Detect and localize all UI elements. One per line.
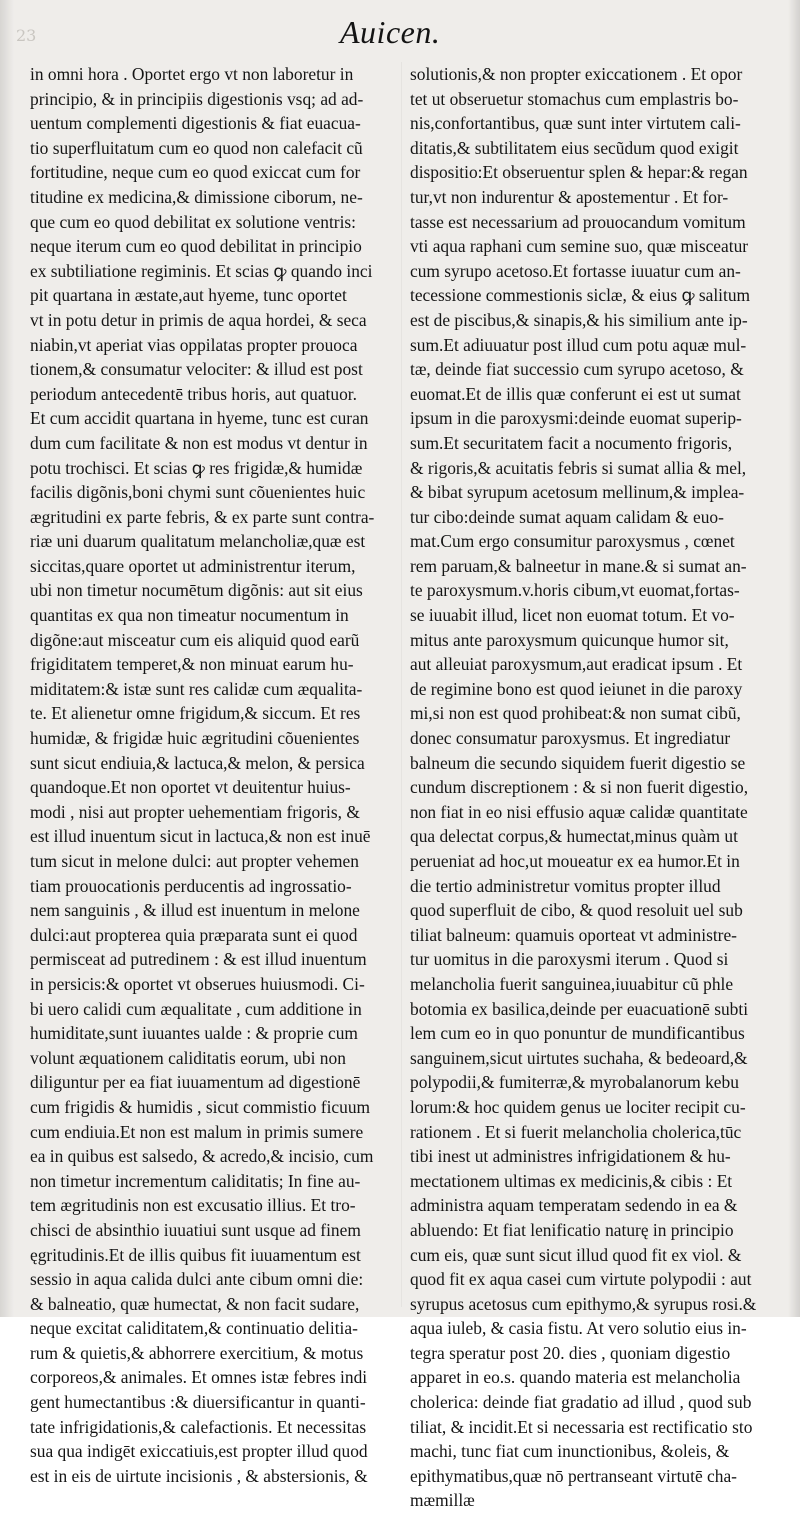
text-line: corporeos,& animales. Et omnes istæ febres indi xyxy=(30,1367,368,1388)
text-line: riæ uni duarum qualitatum melancholiæ,quæ est xyxy=(30,531,366,552)
text-line: tecessione commestionis siclæ, & eius ꝙ salitum xyxy=(410,285,751,306)
text-line: tet ut obseruetur stomachus cum emplastris bo- xyxy=(410,88,739,109)
text-line: tur cibo:deinde sumat aquam calidam & euo- xyxy=(410,506,724,527)
text-line: que cum eo quod debilitat ex solutione ventris: xyxy=(30,211,357,232)
text-line: non fiat in eo nisi effusio aquæ calidæ quantitate xyxy=(410,801,748,822)
text-line: lorum:& hoc quidem genus ue lociter recipit cu- xyxy=(410,1096,746,1117)
text-line: quod superfluit de cibo, & quod resoluit uel sub xyxy=(410,900,743,921)
text-column-right xyxy=(410,62,792,1513)
text-line: est illud inuentum sicut in lactuca,& non est inuē xyxy=(30,826,371,847)
text-line: humidæ, & frigidæ huic ægritudini cõuenientes xyxy=(30,728,360,749)
text-line: aqua iuleb, & casia fistu. At vero solutio eius in- xyxy=(410,1318,747,1339)
text-line: bi uero calidi cum æqualitate , cum additione in xyxy=(30,998,362,1019)
text-line: neque excitat caliditatem,& continuatio delitia- xyxy=(30,1318,358,1339)
text-line: syrupus acetosus cum epithymo,& syrupus rosi.& xyxy=(410,1293,757,1314)
text-line: ubi non timetur nocumētum digõnis: aut sit eius xyxy=(30,580,363,601)
text-line: tibi inest ut administres infrigidationem & hu- xyxy=(410,1146,731,1167)
text-line: ex subtiliatione regiminis. Et scias ꝙ quando inci xyxy=(30,260,373,281)
text-line: dispositio:Et obseruentur splen & hepar:& regan xyxy=(410,162,748,183)
text-line: modi , nisi aut propter uehementiam frigoris, & xyxy=(30,801,360,822)
text-line: frigiditatem temperet,& non minuat earum hu- xyxy=(30,654,354,675)
text-line: titudine ex medicina,& dimissione ciborum, ne- xyxy=(30,186,363,207)
text-line: ęgritudinis.Et de illis quibus fit iuuamentum est xyxy=(30,1244,361,1265)
text-line: balneum die secundo siquidem fuerit digestio se xyxy=(410,752,746,773)
page-shadow-left xyxy=(0,0,14,1317)
text-line: cum frigidis & humidis , sicut commistio ficuum xyxy=(30,1096,371,1117)
text-line: sum.Et adiuuatur post illud cum potu aquæ mul- xyxy=(410,334,747,355)
text-line: niabin,vt aperiat vias oppilatas propter prouoca xyxy=(30,334,358,355)
text-line: vt in potu detur in primis de aqua hordei, & seca xyxy=(30,309,367,330)
text-line: tur,vt non indurentur & apostementur . Et for- xyxy=(410,186,729,207)
text-line: & rigoris,& acuitatis febris si sumat allia & mel, xyxy=(410,457,747,478)
text-line: sessio in aqua calida dulci ante cibum omni die: xyxy=(30,1269,364,1290)
text-line: melancholia fuerit sanguinea,iuuabitur cũ phle xyxy=(410,973,734,994)
folio-number: 23 xyxy=(16,26,37,45)
text-line: periodum antecedentē tribus horis, aut quatuor. xyxy=(30,383,357,404)
text-line: tum sicut in melone dulci: aut propter vehemen xyxy=(30,851,359,871)
text-line: administra aquam temperatam sedendo in ea & xyxy=(410,1195,738,1216)
text-line: nis,confortantibus, quæ sunt inter virtutem cali- xyxy=(410,113,741,134)
text-line: donec consumatur paroxysmus. Et ingrediatur xyxy=(410,728,731,749)
text-line: sua qua indigēt exiccatiuis,est propter illud quod xyxy=(30,1441,368,1462)
text-line: tiliat balneum: quamuis oporteat vt administre- xyxy=(410,924,737,945)
text-line: est in eis de uirtute incisionis , & abstersionis, & xyxy=(30,1465,368,1486)
text-line: quantitas ex qua non timeatur nocumentum in xyxy=(30,605,349,626)
text-line: te. Et alienetur omne frigidum,& siccum. Et res xyxy=(30,703,361,724)
text-line: neque iterum cum eo quod debilitat in principio xyxy=(30,236,362,257)
text-line: dum cum facilitate & non est modus vt dentur in xyxy=(30,432,368,453)
text-line: ipsum in die paroxysmi:deinde euomat superip- xyxy=(410,408,742,429)
text-line: nem sanguinis , & illud est inuentum in melone xyxy=(30,900,360,921)
text-line: tiliat, & incidit.Et si necessaria est rectificatio sto xyxy=(410,1416,753,1437)
text-line: lem cum eo in quo ponuntur de mundificantibus xyxy=(410,1023,745,1044)
text-line: facilis digõnis,boni chymi sunt cõuenientes huic xyxy=(30,482,366,503)
text-line: cum endiuia.Et non est malum in primis sumere xyxy=(30,1121,364,1142)
text-line: polypodii,& fumiterræ,& myrobalanorum kebu xyxy=(410,1072,739,1093)
text-line: botomia ex basilica,deinde per euacuationē subti xyxy=(410,998,749,1019)
text-line: in omni hora . Oportet ergo vt non laboretur in xyxy=(30,64,354,84)
text-line: cum syrupo acetoso.Et fortasse iuuatur cum an- xyxy=(410,260,741,281)
text-line: epithymatibus,quæ nō pertranseant virtutē cha- xyxy=(410,1465,737,1486)
text-line: tæ, deinde fiat successio cum syrupo acetoso, & xyxy=(410,359,744,380)
text-line: te paroxysmum.v.horis cibum,vt euomat,fortas- xyxy=(410,580,740,601)
text-line: non timetur incrementum caliditatis; In fine au- xyxy=(30,1170,361,1191)
text-line: ea in quibus est salsedo, & acredo,& incisio, cum xyxy=(30,1146,374,1167)
running-title: Auicen. xyxy=(340,14,441,50)
text-line: rationem . Et si fuerit melancholia cholerica,tūc xyxy=(410,1121,742,1142)
text-line: ditatis,& subtilitatem eius secũdum quod exigit xyxy=(410,137,739,158)
text-line: mitus ante paroxysmum quicunque humor sit, xyxy=(410,629,729,650)
text-line: solutionis,& non propter exiccationem . Et opor xyxy=(410,64,743,84)
text-line: tiam prouocationis perducentis ad ingrossatio- xyxy=(30,875,352,896)
text-line: volunt æquationem caliditatis eorum, ubi non xyxy=(30,1047,346,1068)
text-line: & bibat syrupum acetosum mellinum,& implea- xyxy=(410,482,745,503)
text-line: quandoque.Et non oportet vt deuitentur huius- xyxy=(30,777,351,798)
text-line: sanguinem,sicut uirtutes suchaha, & bedeoard,& xyxy=(410,1047,748,1068)
text-line: sum.Et securitatem facit a nocumento frigoris, xyxy=(410,432,733,453)
text-line: Et cum accidit quartana in hyeme, tunc est curan xyxy=(30,408,369,429)
text-line: chisci de absinthio iuuatiui sunt usque ad finem xyxy=(30,1219,361,1240)
text-line: mectationem ultimas ex medicinis,& cibis : Et xyxy=(410,1170,733,1191)
text-line: est de piscibus,& sinapis,& his similium ante ip- xyxy=(410,309,748,330)
text-line: die tertio administretur vomitus propter illud xyxy=(410,875,721,896)
text-line: humiditate,sunt iuuantes ualde : & proprie cum xyxy=(30,1023,358,1044)
text-line: se iuuabit illud, licet non euomat totum. Et vo- xyxy=(410,605,735,626)
text-line: dulci:aut propterea quia præparata sunt ei quod xyxy=(30,924,358,945)
text-line: quod fit ex aqua casei cum virtute polypodii : aut xyxy=(410,1269,752,1290)
text-line: tegra speratur post 20. dies , quoniam digestio xyxy=(410,1342,731,1363)
text-line: rum & quietis,& abhorrere exercitium, & motus xyxy=(30,1342,364,1363)
text-line: cum eis, quæ sunt sicut illud quod fit ex viol. & xyxy=(410,1244,742,1265)
text-line: tate infrigidationis,& calefactionis. Et necessitas xyxy=(30,1416,367,1437)
text-line: ægritudini ex parte febris, & ex parte sunt contra- xyxy=(30,506,375,527)
text-line: pit quartana in æstate,aut hyeme, tunc oportet xyxy=(30,285,347,306)
text-line: mæmillæ xyxy=(410,1490,475,1511)
text-line: uentum complementi digestionis & fiat euacua- xyxy=(30,113,361,134)
text-line: tem ægritudinis non est excusatio illius. Et tro- xyxy=(30,1195,356,1216)
text-line: tasse est necessarium ad prouocandum vomitum xyxy=(410,211,746,232)
text-line: in persicis:& oportet vt obserues huiusmodi. Ci- xyxy=(30,973,365,994)
text-line: vti aqua raphani cum semine suo, quæ misceatur xyxy=(410,236,749,257)
text-line: gent humectantibus :& diuersificantur in quanti- xyxy=(30,1392,366,1413)
text-line: mat.Cum ergo consumitur paroxysmus , cœnet xyxy=(410,531,735,552)
text-line: digõne:aut misceatur cum eis aliquid quod earũ xyxy=(30,629,360,650)
text-line: & balneatio, quæ humectat, & non facit sudare, xyxy=(30,1293,360,1314)
text-line: cundum discreptionem : & si non fuerit digestio, xyxy=(410,777,749,798)
text-line: de regimine bono est quod ieiunet in die paroxy xyxy=(410,678,743,699)
text-column-left xyxy=(30,62,405,1488)
text-line: rem paruam,& balneetur in mane.& si sumat an- xyxy=(410,555,747,576)
text-line: apparet in eo.s. quando materia est melancholia xyxy=(410,1367,741,1388)
text-line: sunt sicut endiuia,& lactuca,& melon, & persica xyxy=(30,752,365,773)
text-line: siccitas,quare oportet ut administrentur iterum, xyxy=(30,555,356,576)
text-line: tionem,& consumatur velociter: & illud est post xyxy=(30,359,363,380)
text-line: qua delectat corpus,& humectat,minus quàm ut xyxy=(410,826,738,847)
text-line: principio, & in principiis digestionis vsq; ad ad- xyxy=(30,88,364,109)
text-line: mi,si non est quod prohibeat:& non sumat cibũ, xyxy=(410,703,741,724)
text-line: fortitudine, neque cum eo quod exiccat cum for xyxy=(30,162,361,183)
text-line: euomat.Et de illis quæ conferunt ei est ut sumat xyxy=(410,383,741,404)
text-line: miditatem:& istæ sunt res calidæ cum æqualita- xyxy=(30,678,363,699)
text-line: potu trochisci. Et scias ꝙ res frigidæ,& humidæ xyxy=(30,457,363,478)
text-line: cholerica: deinde fiat gradatio ad illud , quod sub xyxy=(410,1392,752,1413)
text-line: perueniat ad hoc,ut moueatur ex ea humor.Et in xyxy=(410,851,740,871)
text-line: abluendo: Et fiat lenificatio naturę in principio xyxy=(410,1219,734,1240)
text-line: tur uomitus in die paroxysmi iterum . Quod si xyxy=(410,949,729,970)
text-line: diliguntur per ea fiat iuuamentum ad digestionē xyxy=(30,1072,361,1093)
text-line: machi, tunc fiat cum inunctionibus, &oleis, & xyxy=(410,1441,730,1462)
text-line: tio superfluitatum cum eo quod non calefacit cũ xyxy=(30,137,363,158)
running-head xyxy=(0,0,800,62)
text-line: permisceat ad putredinem : & est illud inuentum xyxy=(30,949,367,970)
text-line: aut alleuiat paroxysmum,aut eradicat ipsum . Et xyxy=(410,654,743,675)
